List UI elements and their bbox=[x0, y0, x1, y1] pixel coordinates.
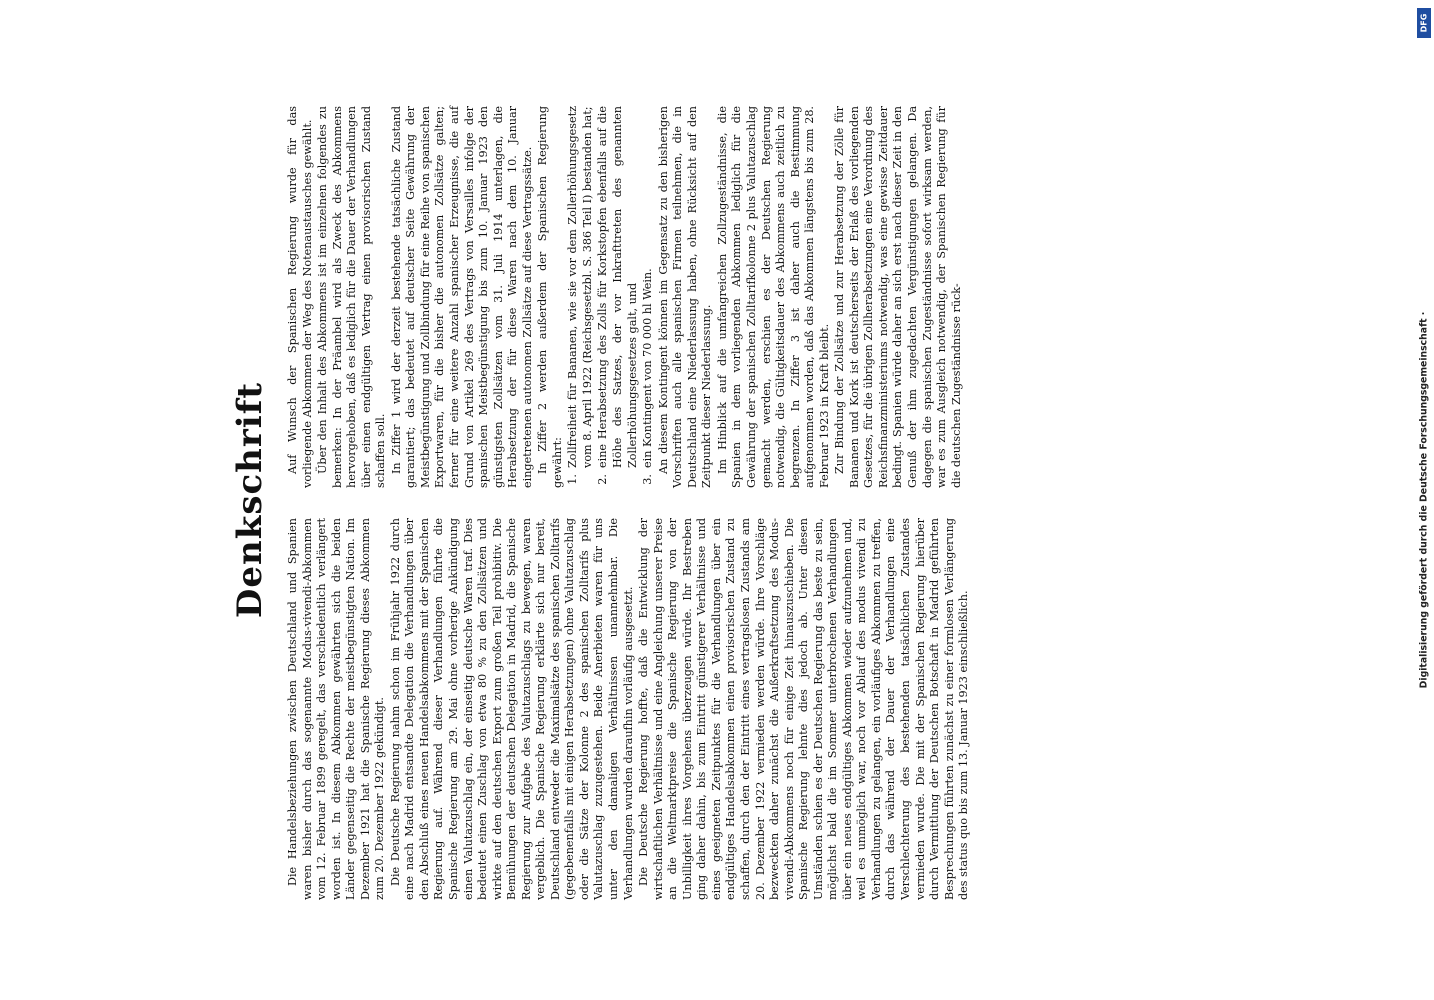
paragraph: Die Deutsche Regierung nahm schon im Frühjahr 1922 durch eine nach Madrid entsandte Delegation die Verhandlungen über den Abschluß eines neuen Handelsabkommens mit der Spanischen Regierung auf. Während dieser Verhandlungen führte die Spanische Regierung am 29. Mai ohne vorherige Ankündigung einen Valutazuschlag ein, der einseitig deutsche Waren traf. Dies bedeutet einen Zuschlag von etwa 80 % zu den Zollsätzen und wirkte auf den deutschen Export zum großen Teil prohibitiv. Die Bemühungen der deutschen Delegation in Madrid, die Spanische Regierung zur Aufgabe des Valutazuschlags zu bewegen, waren vergeblich. Die Spanische Regierung erklärte sich nur bereit, Deutschland entweder die Maximalsätze des spanischen Zolltarifs (gegebenenfalls mit einigen Herabsetzungen) ohne Valutazuschlag oder die Sätze der Kolonne 2 des spanischen Zolltarifs plus Valutazuschlag zuzugestehen. Beide Anerbieten waren für uns unter den damaligen Verhältnissen unannehmbar. Die Verhandlungen wurden daraufhin vorläufig ausgesetzt. bbox=[388, 518, 635, 900]
dfg-logo bbox=[1417, 8, 1431, 38]
document-title: Denkschrift bbox=[230, 381, 270, 619]
document-page bbox=[230, 100, 1340, 900]
right-column bbox=[286, 106, 965, 488]
paragraph: Über den Inhalt des Abkommens ist im einzelnen folgendes zu bemerken: In der Präambel wird als Zweck des Abkommens hervorgehoben, daß es lediglich für die Dauer der Verhandlungen über einen endgültigen Vertrag einen provisorischen Zustand schaffen soll. bbox=[316, 106, 388, 488]
list-item bbox=[566, 106, 595, 488]
list-item-text: Zollfreiheit für Bananen, wie sie vor dem Zollerhöhungsgesetz vom 8. April 1922 (Reichsgesetzbl. S. 386 Teil I) bestanden hat; bbox=[566, 106, 594, 468]
paragraph: An diesem Kontingent können im Gegensatz zu den bisherigen Vorschriften auch alle spanischen Firmen teilnehmen, die in Deutschland eine Niederlassung haben, ohne Rücksicht auf den Zeitpunkt dieser Niederlassung. bbox=[656, 106, 714, 488]
paragraph: In Ziffer 1 wird der derzeit bestehende tatsächliche Zustand garantiert; das bedeutet auf deutscher Seite Gewährung der Meistbegünstigung und Zollbindung für eine Reihe von spanischen Exportwaren, für die bisher die autonomen Zollsätze galten; ferner für eine weitere Anzahl spanischer Erzeugnisse, die auf Grund von Artikel 269 des Vertrags von Versailles infolge der spanischen Meistbegünstigung bis zum 10. Januar 1923 den günstigsten Zollsätzen vom 31. Juli 1914 unterlagen, die Herabsetzung der für diese Waren nach dem 10. Januar eingetretenen autonomen Zollsätze auf diese Vertragssätze. bbox=[389, 106, 534, 488]
list-item-text: ein Kontingent von 70 000 hl Wein. bbox=[641, 268, 655, 468]
paragraph: Im Hinblick auf die umfangreichen Zollzugeständnisse, die Spanien in dem vorliegenden Abkommen lediglich für die Gewährung der spanischen Zolltarifkolonne 2 plus Valutazuschlag gemacht werden, erschien es der Deutschen Regierung notwendig, die Gültigkeitsdauer des Abkommens auch zeitlich zu begrenzen. In Ziffer 3 ist daher auch die Bestimmung aufgenommen worden, daß das Abkommen längstens bis zum 28. Februar 1923 in Kraft bleibt. bbox=[715, 106, 831, 488]
list-item bbox=[596, 106, 640, 488]
list-item-number: 3. bbox=[641, 474, 655, 485]
list-item-number: 2. bbox=[596, 474, 610, 485]
list-item-text: eine Herabsetzung des Zolls für Korkstopfen ebenfalls auf die Höhe des Satzes, der vor Inkrafttreten des genannten Zollerhöhungsgesetzes galt, und bbox=[596, 106, 639, 468]
left-column bbox=[286, 518, 973, 900]
paragraph: In Ziffer 2 werden außerdem der Spanischen Regierung gewährt: bbox=[536, 106, 564, 488]
list-item-number: 1. bbox=[566, 474, 580, 485]
watermark-text: Digitalisierung gefördert durch die Deutsche Forschungsgemeinschaft · bbox=[1418, 311, 1430, 689]
dfg-logo-text: DFG bbox=[1419, 13, 1429, 33]
paragraph: Zur Bindung der Zollsätze und zur Herabsetzung der Zölle für Bananen und Kork ist deutscherseits der Erlaß des vorliegenden Gesetzes, für die übrigen Zollherabsetzungen eine Verordnung des Reichsfinanzministeriums notwendig, was eine gewisse Zeitdauer bedingt. Spanien würde daher an sich erst nach dieser Zeit in den Genuß der ihm zugedachten Vergünstigungen gelangen. Da dagegen die spanischen Zugeständnisse sofort wirksam werden, war es zum Ausgleich notwendig, der Spanischen Regierung für die deutschen Zugeständnisse rück- bbox=[833, 106, 963, 488]
paragraph: Die Handelsbeziehungen zwischen Deutschland und Spanien waren bisher durch das sogenannte Modus-vivendi-Abkommen vom 12. Februar 1899 geregelt, das verschiedentlich verlängert worden ist. In diesem Abkommen gewährten sich die beiden Länder gegenseitig die Rechte der meistbegünstigten Nation. Im Dezember 1921 hat die Spanische Regierung dieses Abkommen zum 20. Dezember 1922 gekündigt. bbox=[286, 518, 387, 900]
list-item bbox=[641, 106, 656, 488]
paragraph: Auf Wunsch der Spanischen Regierung wurde für das vorliegende Abkommen der Weg des Notenaustausches gewählt. bbox=[286, 106, 314, 488]
digitization-watermark bbox=[1416, 8, 1432, 992]
paragraph: Die Deutsche Regierung hoffte, daß die Entwicklung der wirtschaftlichen Verhältnisse und eine Angleichung unserer Preise an die Weltmarktpreise die Spanische Regierung von der Unbilligkeit ihres Vorgehens überzeugen würde. Ihr Bestreben ging daher dahin, bis zum Eintritt günstigerer Verhältnisse und eines geeigneten Zeitpunktes für die Verhandlungen über ein endgültiges Handelsabkommen einen provisorischen Zustand zu schaffen, durch den der Eintritt eines vertragslosen Zustands am 20. Dezember 1922 vermieden werden würde. Ihre Vorschläge bezweckten daher zunächst die Außerkraftsetzung des Modus-vivendi-Abkommens noch für einige Zeit hinauszuschieben. Die Spanische Regierung lehnte dies jedoch ab. Unter diesen Umständen schien es der Deutschen Regierung das beste zu sein, möglichst bald die im Sommer unterbrochenen Verhandlungen über ein neues endgültiges Abkommen wieder aufzunehmen und, weil es unmöglich war, noch vor Ablauf des modus vivendi zu Verhandlungen zu gelangen, ein vorläufiges Abkommen zu treffen, durch das während der Dauer der Verhandlungen eine Verschlechterung des bestehenden tatsächlichen Zustandes vermieden wurde. Die mit der Spanischen Regierung hierüber durch Vermittlung der Deutschen Botschaft in Madrid geführten Besprechungen führten zunächst zu einer formlosen Verlängerung des status quo bis zum 13. Januar 1923 einschließlich. bbox=[637, 518, 971, 900]
